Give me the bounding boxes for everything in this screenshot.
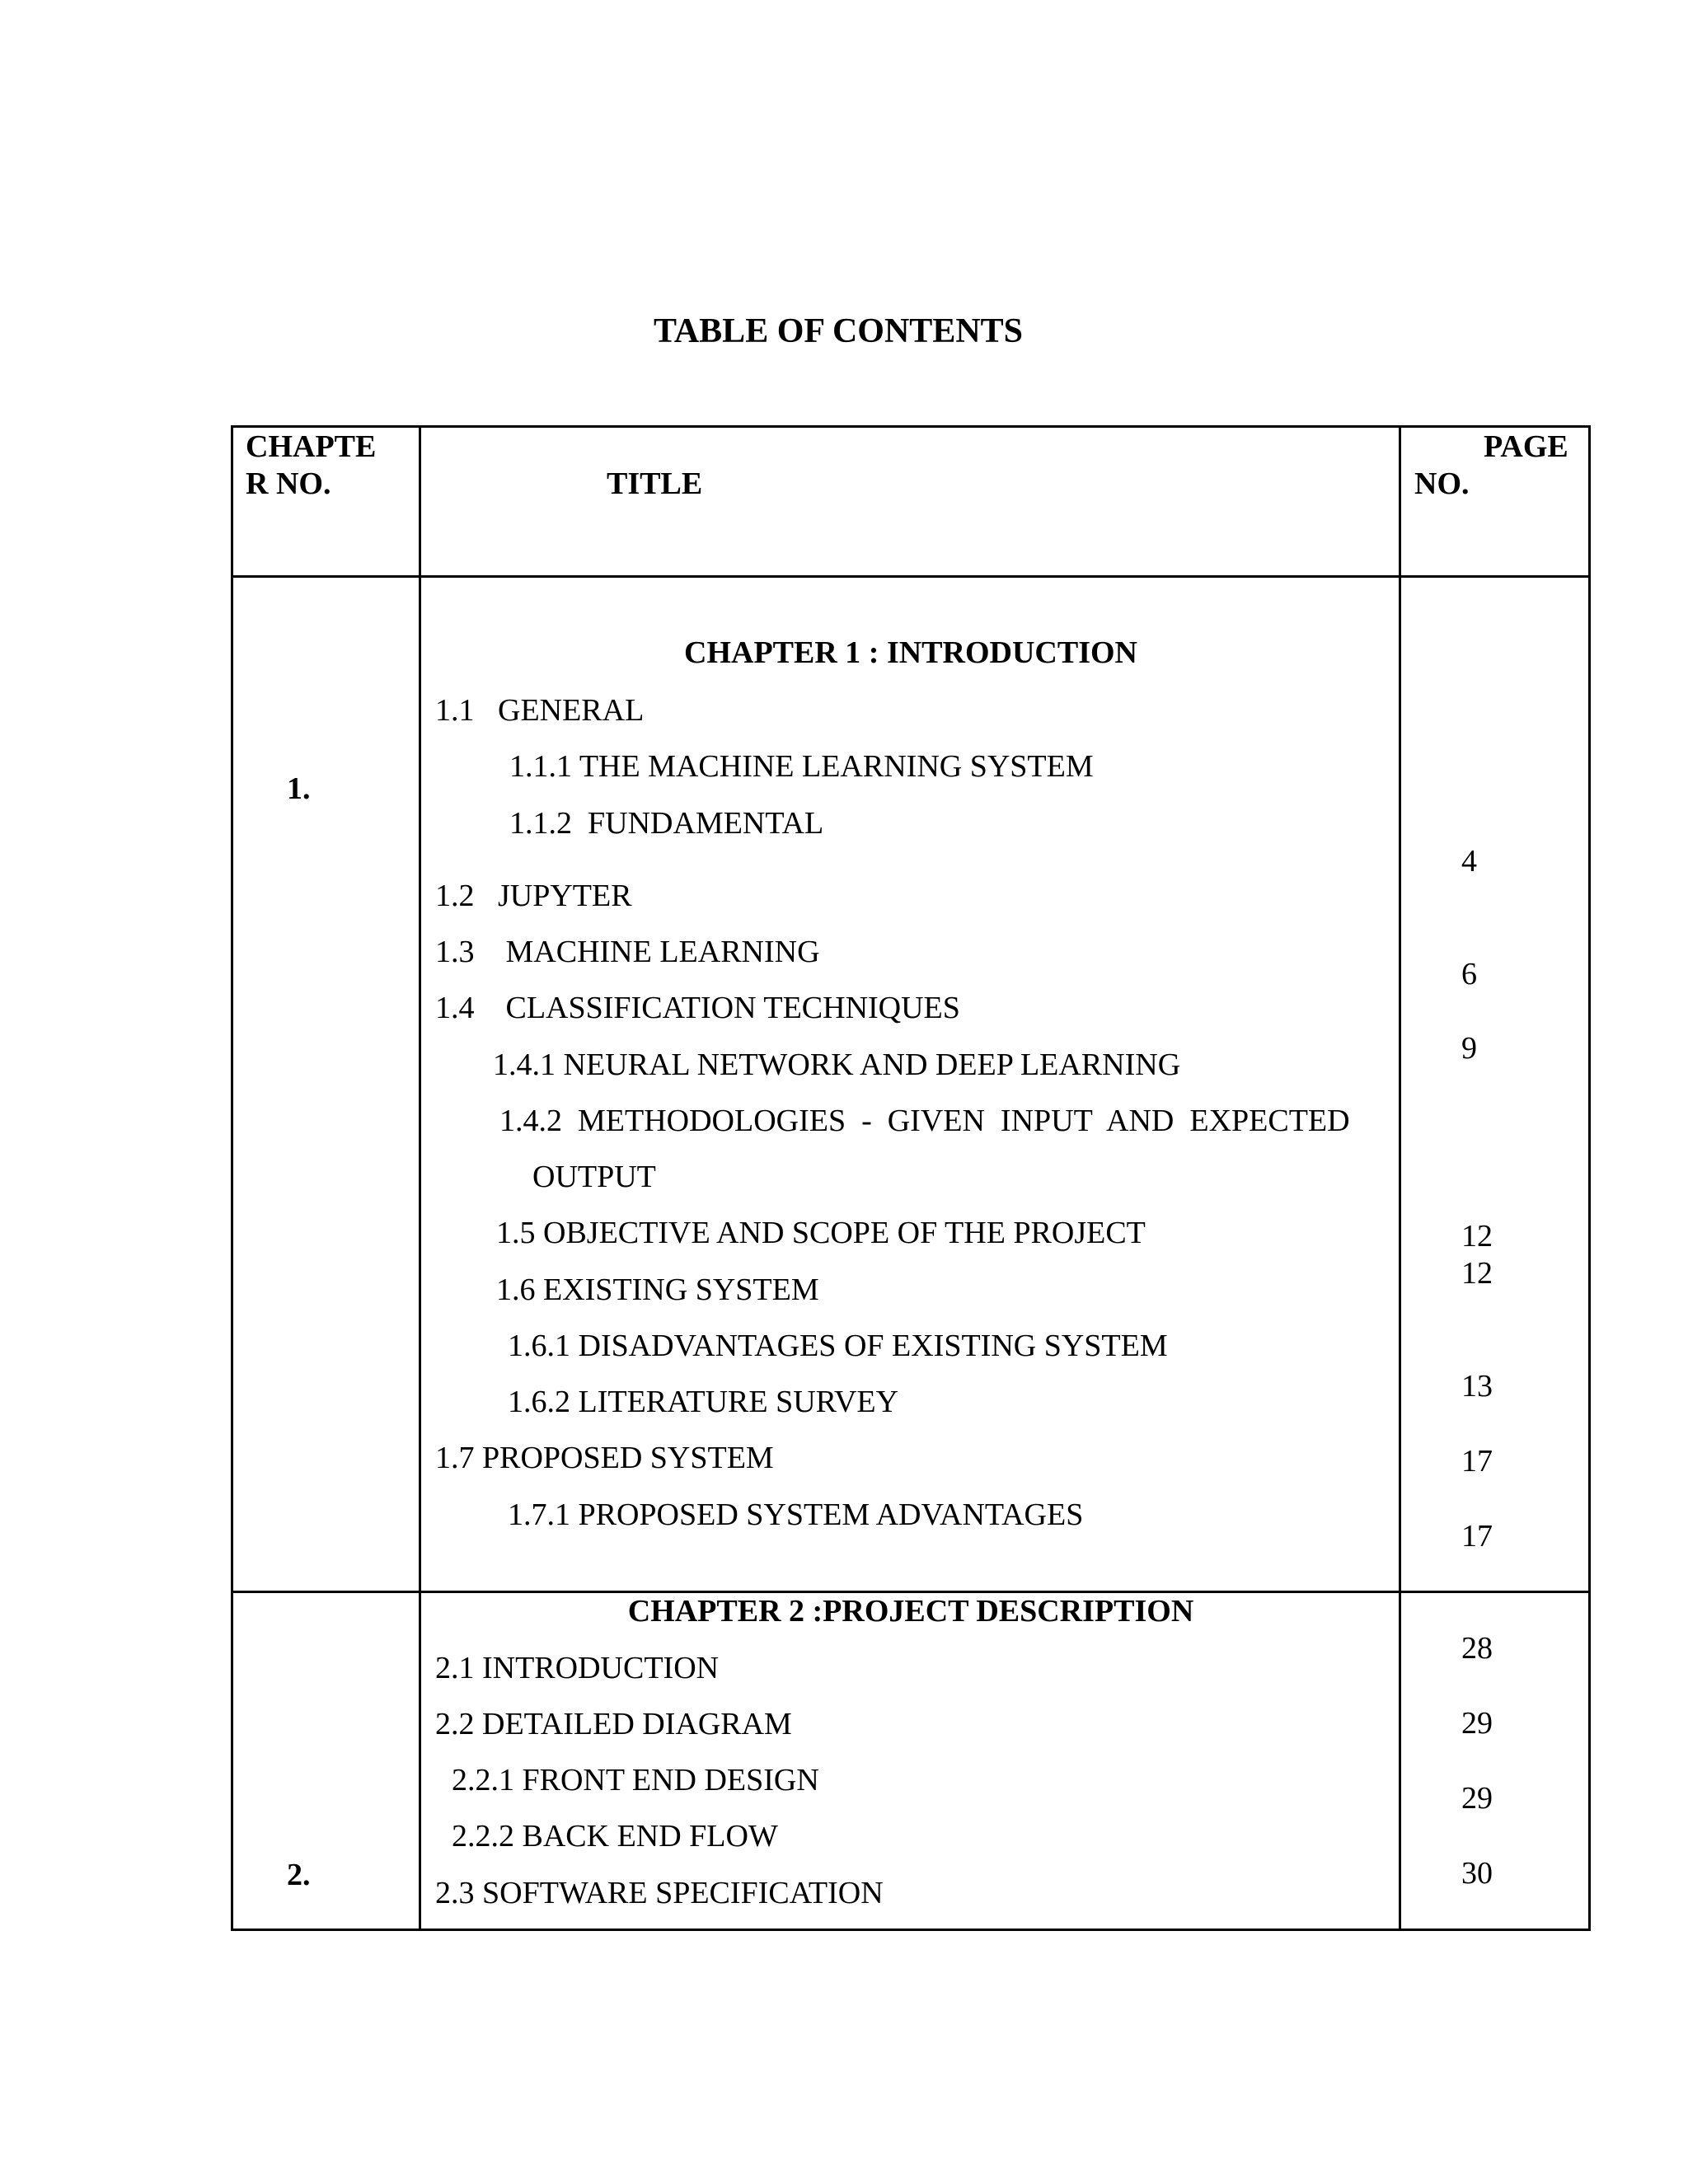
toc-page-number: 29 [1461, 1706, 1493, 1741]
page-title: TABLE OF CONTENTS [653, 312, 1024, 350]
header-chapter-no-line1: CHAPTE [246, 429, 377, 464]
toc-entry-1-1: 1.1 GENERAL [435, 693, 645, 728]
toc-page-number: 13 [1461, 1369, 1493, 1404]
toc-page-number: 4 [1461, 844, 1477, 879]
header-chapter-no-line2: R NO. [246, 466, 331, 501]
toc-entry-1-4-2-cont: OUTPUT [532, 1160, 656, 1194]
toc-page-number: 28 [1461, 1631, 1493, 1666]
toc-entry-1-4-2: 1.4.2 METHODOLOGIES - GIVEN INPUT AND EXPECTED [499, 1104, 1350, 1138]
table-rule-right [1588, 425, 1591, 1931]
toc-entry-1-2: 1.2 JUPYTER [435, 879, 632, 913]
toc-entry-1-1-1: 1.1.1 THE MACHINE LEARNING SYSTEM [509, 749, 1094, 784]
toc-entry-2-2: 2.2 DETAILED DIAGRAM [435, 1707, 792, 1741]
toc-entry-1-7-1: 1.7.1 PROPOSED SYSTEM ADVANTAGES [508, 1497, 1084, 1532]
toc-entry-1-4: 1.4 CLASSIFICATION TECHNIQUES [435, 991, 960, 1025]
toc-page-number: 17 [1461, 1444, 1493, 1479]
toc-entry-1-6: 1.6 EXISTING SYSTEM [496, 1272, 819, 1307]
toc-entry-1-6-1: 1.6.1 DISADVANTAGES OF EXISTING SYSTEM [508, 1329, 1168, 1363]
toc-entry-2-2-2: 2.2.2 BACK END FLOW [452, 1819, 778, 1854]
toc-entry-1-4-1: 1.4.1 NEURAL NETWORK AND DEEP LEARNING [493, 1047, 1181, 1082]
toc-page-number: 12 [1461, 1256, 1493, 1291]
toc-page-number: 6 [1461, 957, 1477, 991]
toc-entry-2-1: 2.1 INTRODUCTION [435, 1651, 720, 1685]
toc-entry-1-5: 1.5 OBJECTIVE AND SCOPE OF THE PROJECT [496, 1216, 1146, 1250]
toc-entry-2-3: 2.3 SOFTWARE SPECIFICATION [435, 1876, 884, 1910]
chapter1-heading: CHAPTER 1 : INTRODUCTION [684, 635, 1137, 670]
chapter2-heading: CHAPTER 2 :PROJECT DESCRIPTION [627, 1594, 1194, 1629]
toc-entry-2-2-1: 2.2.1 FRONT END DESIGN [452, 1763, 819, 1797]
toc-page-number: 9 [1461, 1031, 1477, 1066]
table-rule-header [231, 575, 1591, 578]
header-page-no-line2: NO. [1414, 466, 1470, 501]
table-rule-top [231, 425, 1591, 428]
toc-entry-1-7: 1.7 PROPOSED SYSTEM [435, 1441, 774, 1475]
header-page-no-line1: PAGE [1484, 429, 1568, 464]
toc-page-number: 12 [1461, 1219, 1493, 1254]
table-rule-left [231, 425, 233, 1931]
toc-page-number: 30 [1461, 1856, 1493, 1891]
toc-entry-1-3: 1.3 MACHINE LEARNING [435, 935, 820, 969]
toc-entry-1-1-2: 1.1.2 FUNDAMENTAL [509, 806, 824, 841]
toc-entry-1-6-2: 1.6.2 LITERATURE SURVEY [508, 1385, 899, 1419]
toc-page-number: 17 [1461, 1519, 1493, 1554]
chapter2-number: 2. [287, 1858, 311, 1892]
chapter1-number: 1. [287, 771, 311, 806]
header-title: TITLE [607, 466, 703, 501]
toc-page-number: 29 [1461, 1781, 1493, 1816]
table-rule-bottom [231, 1929, 1591, 1931]
